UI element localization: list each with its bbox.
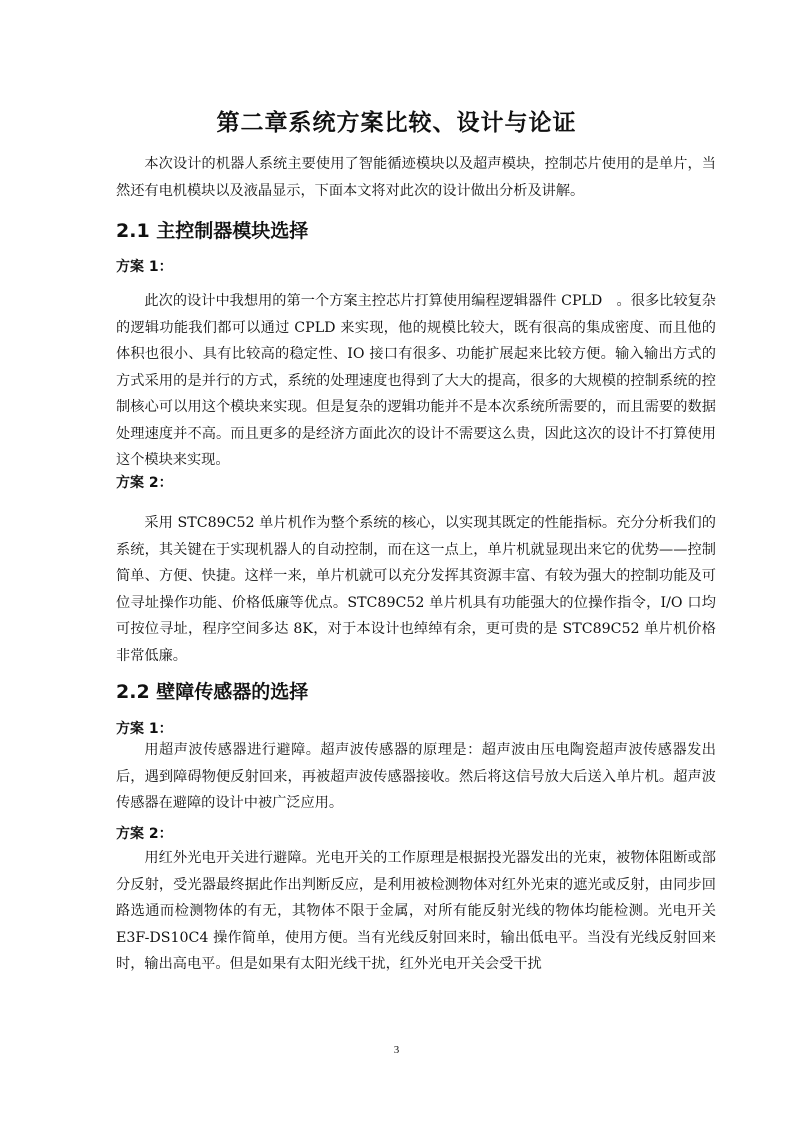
- scheme-2-label: 方案 2：: [116, 475, 173, 491]
- scheme-1-label: 方案 1：: [116, 259, 173, 275]
- obstacle-scheme-1-label: 方案 1：: [116, 721, 173, 737]
- section-heading-2-1: 2.1 主控制器模块选择: [116, 220, 309, 242]
- obstacle-scheme-2-paragraph: 用红外光电开关进行避障。光电开关的工作原理是根据投光器发出的光束，被物体阻断或部分反射，受光器最终据此作出判断反应，是利用被检测物体对红外光束的遮光或反射，由同步回路选通而检测物体的有无，其物体不限于金属，对所有能反射光线的物体均能检测。光电开关 E3F-DS10C4 操作简单，使用方便。当有光线反射回来时，输出低电平。当没有光线反射回来时，输出高电平。但是如果有太阳光线干扰，红外光电开关会受干扰: [116, 850, 716, 972]
- scheme-2-paragraph: 采用 STC89C52 单片机作为整个系统的核心，以实现其既定的性能指标。充分分析我们的系统，其关键在于实现机器人的自动控制，而在这一点上，单片机就显现出来它的优势——控制简单、方便、快捷。这样一来，单片机就可以充分发挥其资源丰富、有较为强大的控制功能及可位寻址操作功能、价格低廉等优点。STC89C52 单片机具有功能强大的位操作指令，I/O 口均可按位寻址，程序空间多达 8K，对于本设计也绰绰有余，更可贵的是 STC89C52 单片机价格非常低廉。: [116, 515, 716, 664]
- section-heading-2-2: 2.2 壁障传感器的选择: [116, 681, 309, 703]
- scheme-1-paragraph: 此次的设计中我想用的第一个方案主控芯片打算使用编程逻辑器件 CPLD 。很多比较复杂的逻辑功能我们都可以通过 CPLD 来实现，他的规模比较大，既有很高的集成密度、而且他的体积也很小、具有比较高的稳定性、IO 接口有很多、功能扩展起来比较方便。输入输出方式的方式采用的是并行的方式，系统的处理速度也得到了大大的提高，很多的大规模的控制系统的控制核心可以用这个模块来实现。但是复杂的逻辑功能并不是本次系统所需要的，而且需要的数据处理速度并不高。而且更多的是经济方面此次的设计不需要这么贵，因此这次的设计不打算使用这个模块来实现。: [116, 293, 716, 468]
- chapter-title: 第二章系统方案比较、设计与论证: [216, 109, 577, 136]
- obstacle-scheme-1-paragraph: 用超声波传感器进行避障。超声波传感器的原理是：超声波由压电陶瓷超声波传感器发出后，遇到障碍物便反射回来，再被超声波传感器接收。然后将这信号放大后送入单片机。超声波传感器在避障的设计中被广泛应用。: [116, 742, 716, 811]
- page-number: 3: [393, 1044, 400, 1056]
- intro-paragraph: 本次设计的机器人系统主要使用了智能循迹模块以及超声模块，控制芯片使用的是单片，当然还有电机模块以及液晶显示，下面本文将对此次的设计做出分析及讲解。: [116, 156, 716, 199]
- obstacle-scheme-2-label: 方案 2：: [116, 826, 173, 842]
